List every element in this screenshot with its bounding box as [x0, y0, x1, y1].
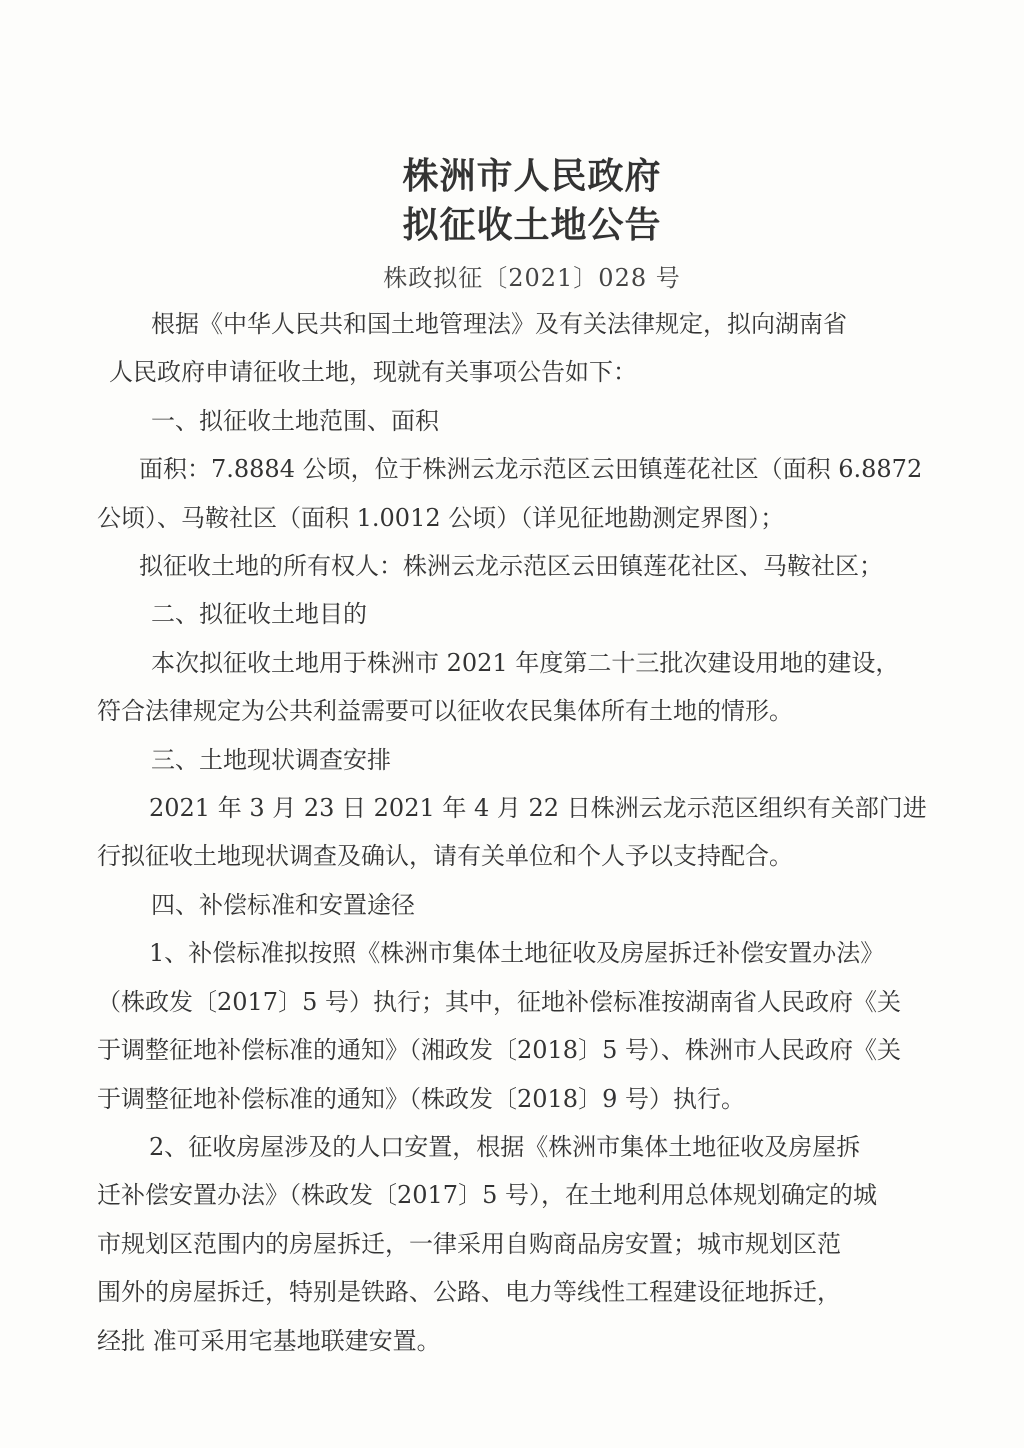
- section2-line2: 符合法律规定为公共利益需要可以征收农民集体所有土地的情形。: [97, 697, 793, 726]
- section1-area-line2: 公顷）、马鞍社区（面积 1.0012 公顷）（详见征地勘测定界图）；: [97, 503, 785, 532]
- section4-item2-line2: 迁补偿安置办法》（株政发〔2017〕5 号），在土地利用总体规划确定的城: [97, 1181, 877, 1210]
- document-body: [97, 300, 977, 1365]
- section4-item2-line1: 2、征收房屋涉及的人口安置，根据《株洲市集体土地征收及房屋拆: [149, 1132, 861, 1161]
- section4-heading: 四、补偿标准和安置途径: [151, 890, 415, 919]
- section4-item1-line1: 1、补偿标准拟按照《株洲市集体土地征收及房屋拆迁补偿安置办法》: [149, 939, 885, 968]
- section1-area-line1: 面积：7.8884 公顷，位于株洲云龙示范区云田镇莲花社区（面积 6.8872: [139, 455, 923, 484]
- section2-line1: 本次拟征收土地用于株洲市 2021 年度第二十三批次建设用地的建设，: [151, 648, 900, 677]
- section3-line1: 2021 年 3 月 23 日 2021 年 4 月 22 日株洲云龙示范区组织有关部门进: [149, 794, 927, 823]
- section4-item2-line5: 经批 准可采用宅基地联建安置。: [97, 1326, 441, 1355]
- document-title-line1: 株洲市人民政府: [402, 156, 662, 197]
- section4-item1-line4: 于调整征地补偿标准的通知》（株政发〔2018〕9 号）执行。: [97, 1084, 745, 1113]
- section4-item2-line4: 围外的房屋拆迁，特别是铁路、公路、电力等线性工程建设征地拆迁，: [97, 1278, 841, 1307]
- document-title-line2: 拟征收土地公告: [402, 205, 662, 246]
- section3-line2: 行拟征收土地现状调查及确认，请有关单位和个人予以支持配合。: [97, 842, 793, 871]
- section1-owner-line: 拟征收土地的所有权人：株洲云龙示范区云田镇莲花社区、马鞍社区；: [139, 552, 883, 581]
- section3-heading: 三、土地现状调查安排: [151, 745, 391, 774]
- section4-item1-line2: （株政发〔2017〕5 号）执行；其中，征地补偿标准按湖南省人民政府《关: [97, 987, 901, 1016]
- intro-line2: 人民政府申请征收土地，现就有关事项公告如下：: [109, 358, 637, 387]
- intro-line1: 根据《中华人民共和国土地管理法》及有关法律规定，拟向湖南省: [151, 310, 847, 338]
- document-number: 株政拟征〔2021〕028 号: [383, 264, 681, 292]
- section1-heading: 一、拟征收土地范围、面积: [151, 406, 439, 435]
- section2-heading: 二、拟征收土地目的: [151, 600, 367, 629]
- section4-item2-line3: 市规划区范围内的房屋拆迁，一律采用自购商品房安置；城市规划区范: [97, 1229, 841, 1258]
- section4-item1-line3: 于调整征地补偿标准的通知》（湘政发〔2018〕5 号）、株洲市人民政府《关: [97, 1036, 901, 1065]
